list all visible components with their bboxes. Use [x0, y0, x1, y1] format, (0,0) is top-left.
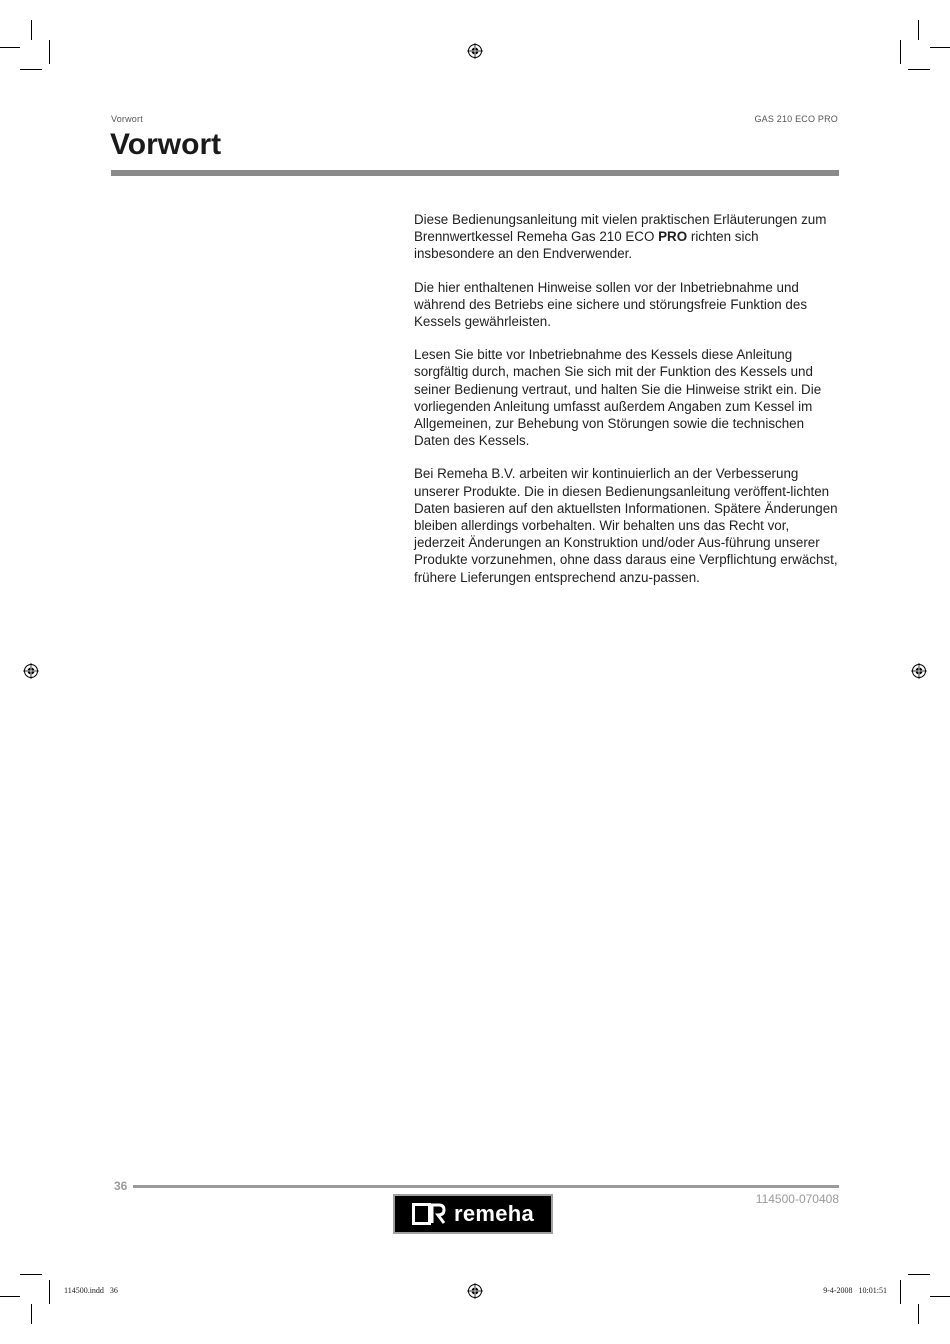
- crop-mark: [918, 1304, 919, 1324]
- paragraph: Bei Remeha B.V. arbeiten wir kontinuierlich an der Verbesserung unserer Produkte. Die in diesen Bedienungsanleitung veröffent-lichten Daten basieren auf den aktuellsten Informationen. Spätere Änderungen bleiben allerdings vorbehalten. Wir behalten uns das Recht vor, jederzeit Änderungen an Konstruktion und/oder Aus-führung unserer Produkte vorzunehmen, ohne dass daraus eine Verpflichtung erwächst, frühere Lieferungen entsprechend anzu-passen.: [414, 466, 838, 585]
- crop-mark: [0, 47, 20, 48]
- paragraph: Diese Bedienungsanleitung mit vielen praktischen Erläuterungen zum Brennwertkessel Remeha Gas 210 ECO PRO richten sich insbesondere an den Endverwender.: [414, 212, 827, 262]
- crop-mark: [31, 20, 32, 40]
- bold-text: PRO: [658, 229, 688, 245]
- remeha-mark-icon: [412, 1203, 446, 1225]
- registration-mark-icon: [23, 663, 39, 679]
- body-text: [414, 211, 840, 602]
- registration-mark-icon: [467, 43, 483, 59]
- page-title: Vorwort: [110, 128, 222, 161]
- slug-timestamp: 9-4-2008 10:01:51: [823, 1286, 887, 1295]
- registration-mark-icon: [911, 663, 927, 679]
- crop-mark: [900, 40, 901, 64]
- crop-mark: [20, 69, 42, 70]
- section-label: Vorwort: [111, 114, 143, 124]
- crop-mark: [0, 1296, 20, 1297]
- crop-mark: [918, 20, 919, 40]
- slug-filename: 114500.indd 36: [64, 1286, 118, 1295]
- product-label: GAS 210 ECO PRO: [754, 114, 838, 124]
- crop-mark: [49, 40, 50, 64]
- crop-mark: [20, 1274, 42, 1275]
- remeha-logo: [393, 1194, 553, 1234]
- footer-rule: [133, 1185, 839, 1188]
- page-number: 36: [114, 1179, 128, 1193]
- paragraph: Die hier enthaltenen Hinweise sollen vor der Inbetriebnahme und während des Betriebs eine sichere und störungsfreie Funktion des Kessels gewährleisten.: [414, 279, 808, 330]
- crop-mark: [908, 1274, 930, 1275]
- header-rule: [111, 170, 839, 176]
- crop-mark: [930, 1296, 950, 1297]
- crop-mark: [908, 69, 930, 70]
- crop-mark: [930, 47, 950, 48]
- paragraph: Lesen Sie bitte vor Inbetriebnahme des Kessels diese Anleitung sorgfältig durch, machen Sie sich mit der Funktion des Kessels und seiner Bedienung vertraut, und halten Sie die Hinweise strikt ein. Die vorliegenden Anleitung umfasst außerdem Angaben zum Kessel im Allgemeinen, zur Behebung von Störungen sowie die technischen Daten des Kessels.: [414, 347, 822, 449]
- document-number: 114500-070408: [755, 1192, 839, 1206]
- registration-mark-icon: [467, 1283, 483, 1299]
- crop-mark: [49, 1280, 50, 1304]
- crop-mark: [900, 1280, 901, 1304]
- logo-text: remeha: [453, 1201, 535, 1226]
- crop-mark: [31, 1304, 32, 1324]
